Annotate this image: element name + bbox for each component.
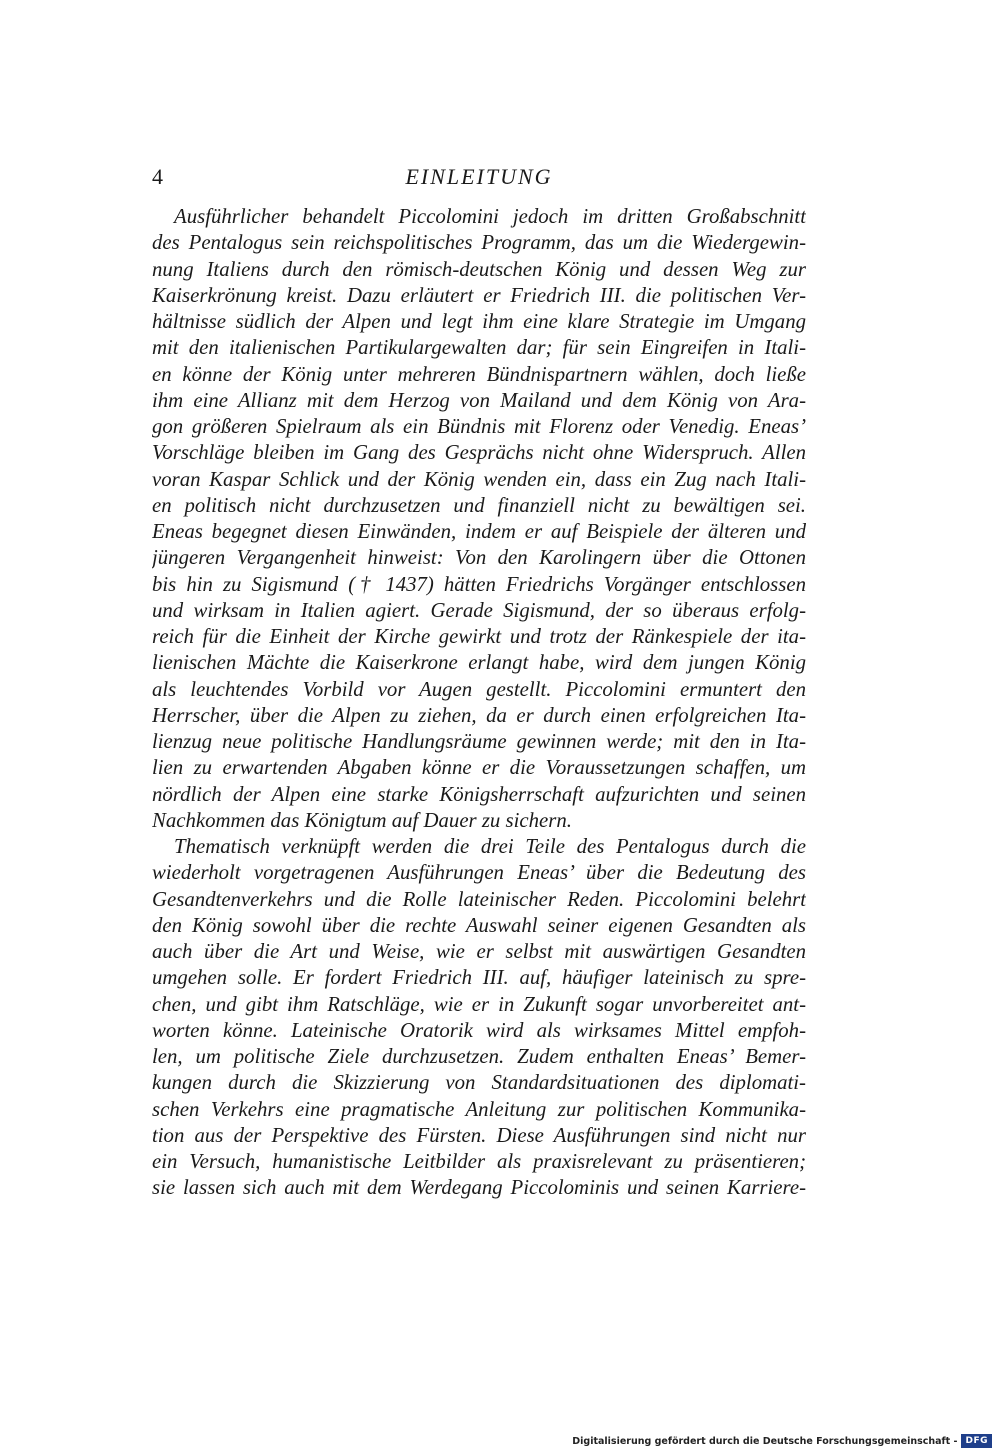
- text-line: sie lassen sich auch mit dem Werdegang Piccolominis und seinen Karriere-: [152, 1176, 806, 1200]
- text-line: wiederholt vorgetragenen Ausführungen Eneas’ über die Bedeutung des: [152, 861, 806, 885]
- text-line: Gesandtenverkehrs und die Rolle lateinischer Reden. Piccolomini belehrt: [152, 887, 806, 911]
- text-line: Nachkommen das Königtum auf Dauer zu sichern.: [152, 808, 572, 832]
- text-line: ihm eine Allianz mit dem Herzog von Mailand und dem König von Ara-: [152, 388, 806, 412]
- text-line: lienzug neue politische Handlungsräume gewinnen werde; mit den in Ita-: [152, 730, 806, 753]
- text-line: des Pentalogus sein reichspolitisches Programm, das um die Wiedergewin-: [152, 231, 806, 255]
- running-head: EINLEITUNG: [405, 164, 553, 189]
- text-line: Kaiserkrönung kreist. Dazu erläutert er Friedrich III. die politischen Ver-: [152, 283, 806, 307]
- text-line: nung Italiens durch den römisch-deutschen König und dessen Weg zur: [152, 257, 806, 281]
- text-line: en politisch nicht durchzusetzen und finanziell nicht zu bewältigen sei.: [152, 493, 806, 517]
- text-line: tion aus der Perspektive des Fürsten. Diese Ausführungen sind nicht nur: [152, 1123, 806, 1147]
- text-line: den König sowohl über die rechte Auswahl seiner eigenen Gesandten als: [152, 913, 806, 937]
- text-line: Thematisch verknüpft werden die drei Teile des Pentalogus durch die: [174, 835, 806, 858]
- text-line: Vorschläge bleiben im Gang des Gesprächs nicht ohne Widerspruch. Allen: [152, 441, 806, 465]
- text-line: chen, und gibt ihm Ratschläge, wie er in Zukunft sogar unvorbereitet ant-: [152, 992, 806, 1016]
- paragraph-1: [152, 204, 806, 834]
- text-line: Eneas begegnet diesen Einwänden, indem er auf Beispiele der älteren und: [152, 520, 806, 543]
- text-line: worten könne. Lateinische Oratorik wird als wirksames Mittel empfoh-: [152, 1018, 806, 1042]
- paragraph-2: [152, 834, 806, 1202]
- text-line: bis hin zu Sigismund († 1437) hätten Friedrichs Vorgänger entschlossen: [152, 572, 806, 596]
- text-line: schen Verkehrs eine pragmatische Anleitung zur politischen Kommunika-: [152, 1097, 806, 1121]
- text-line: und wirksam in Italien agiert. Gerade Sigismund, der so überaus erfolg-: [152, 598, 806, 622]
- text-line: len, um politische Ziele durchzusetzen. Zudem enthalten Eneas’ Bemer-: [152, 1045, 806, 1068]
- text-line: jüngeren Vergangenheit hinweist: Von den Karolingern über die Ottonen: [152, 546, 806, 570]
- text-line: auch über die Art und Weise, wie er selbst mit auswärtigen Gesandten: [152, 940, 806, 963]
- page-number: 4: [152, 164, 163, 189]
- text-line: Ausführlicher behandelt Piccolomini jedoch im dritten Großabschnitt: [174, 205, 806, 228]
- text-line: voran Kaspar Schlick und der König wenden ein, dass ein Zug nach Itali-: [152, 467, 806, 491]
- text-line: reich für die Einheit der Kirche gewirkt und trotz der Ränkespiele der ita-: [152, 625, 806, 648]
- text-line: Herrscher, über die Alpen zu ziehen, da er durch einen erfolgreichen Ita-: [152, 703, 806, 727]
- text-line: lienischen Mächte die Kaiserkrone erlangt habe, wird dem jungen König: [152, 651, 806, 675]
- dfg-logo: DFG: [961, 1434, 992, 1448]
- text-line: lien zu erwartenden Abgaben könne er die Voraussetzungen schaffen, um: [152, 756, 806, 780]
- text-line: en könne der König unter mehreren Bündnispartnern wählen, doch ließe: [152, 362, 806, 386]
- text-line: hältnisse südlich der Alpen und legt ihm eine klare Strategie im Umgang: [152, 310, 806, 333]
- text-line: ein Versuch, humanistische Leitbilder als praxisrelevant zu präsentieren;: [152, 1150, 806, 1173]
- text-line: kungen durch die Skizzierung von Standardsituationen des diplomati-: [152, 1071, 806, 1095]
- body-text: [152, 204, 806, 1202]
- footer: [572, 1434, 992, 1448]
- footer-credit: Digitalisierung gefördert durch die Deutsche Forschungsgemeinschaft -: [572, 1435, 958, 1447]
- text-line: nördlich der Alpen eine starke Königsherrschaft aufzurichten und seinen: [152, 782, 806, 806]
- text-line: als leuchtendes Vorbild vor Augen gestellt. Piccolomini ermuntert den: [152, 677, 806, 701]
- text-line: gon größeren Spielraum als ein Bündnis mit Florenz oder Venedig. Eneas’: [152, 415, 806, 438]
- text-line: umgehen solle. Er fordert Friedrich III. auf, häufiger lateinisch zu spre-: [152, 966, 806, 990]
- text-line: mit den italienischen Partikulargewalten dar; für sein Eingreifen in Itali-: [152, 336, 806, 360]
